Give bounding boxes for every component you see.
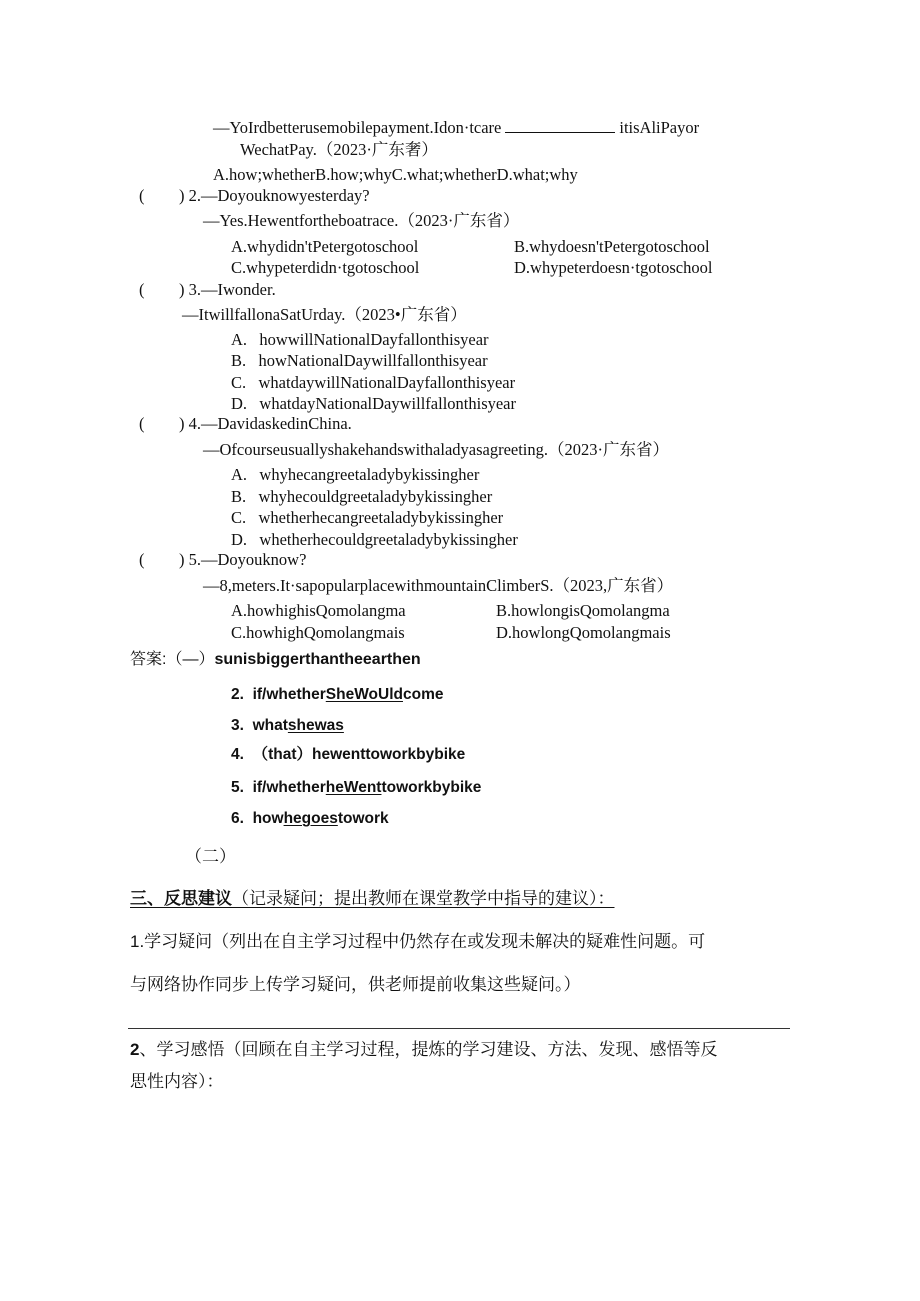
q4-option-a: A. whyhecangreetaladybykissingher	[231, 465, 480, 484]
q2-option-d: D.whypeterdoesn·tgotoschool	[514, 258, 713, 277]
section-divider	[128, 1028, 790, 1029]
q5-option-d: D.howlongQomolangmais	[496, 623, 671, 642]
answers-line1: 答案:（—）sunisbiggerthantheearthen	[130, 651, 421, 668]
q2-reply: —Yes.Hewentfortheboatrace.（2023·广东省）	[203, 211, 520, 230]
reflection-item2-line1: 2、学习感悟（回顾在自主学习过程，提炼的学习建设、方法、发现、感悟等反	[130, 1040, 718, 1059]
q4-reply: —Ofcourseusuallyshakehandswithaladyasagreeting.（2023·广东省）	[203, 440, 670, 459]
q2-option-b: B.whydoesn'tPetergotoschool	[514, 237, 710, 256]
q4-option-d: D. whetherhecouldgreetaladybykissingher	[231, 530, 518, 549]
q5-option-a: A.howhighisQomolangma	[231, 601, 406, 620]
q5-option-b: B.howlongisQomolangma	[496, 601, 670, 620]
answer-4: 4. （that）hewenttoworkbybike	[231, 746, 466, 763]
q4-option-b: B. whyhecouldgreetaladybykissingher	[231, 487, 493, 506]
q5-stem: ( ) 5.—Doyouknow?	[139, 550, 307, 569]
q5-reply: —8,meters.It·sapopularplacewithmountainClimberS.（2023,广东省）	[203, 576, 674, 595]
answer-5: 5. if/whetherheWenttoworkbybike	[231, 779, 482, 796]
answers-part-2: （二）	[185, 847, 236, 866]
reflection-item1-line1: 1.学习疑问（列出在自主学习过程中仍然存在或发现未解决的疑难性问题。可	[130, 932, 706, 951]
q3-option-d: D. whatdayNationalDaywillfallonthisyear	[231, 394, 517, 413]
q2-option-a: A.whydidn'tPetergotoschool	[231, 237, 419, 256]
q3-reply: —ItwillfallonaSatUrday.（2023•广东省）	[182, 305, 467, 324]
q3-option-b: B. howNationalDaywillfallonthisyear	[231, 351, 488, 370]
q3-option-a: A. howwillNationalDayfallonthisyear	[231, 330, 489, 349]
q1-line1: —YoIrdbetterusemobilepayment.Idon·tcare itisAliPayor	[213, 118, 700, 137]
q4-option-c: C. whetherhecangreetaladybykissingher	[231, 508, 504, 527]
q1-line2: WechatPay.（2023·广东奢）	[240, 140, 438, 159]
answer-2: 2. if/whetherSheWoUldcome	[231, 686, 444, 703]
answer-blank	[505, 120, 615, 133]
q2-stem: ( ) 2.—Doyouknowyesterday?	[139, 186, 370, 205]
reflection-item1-line2: 与网络协作同步上传学习疑问，供老师提前收集这些疑问。）	[130, 975, 581, 994]
q5-option-c: C.howhighQomolangmais	[231, 623, 405, 642]
q4-stem: ( ) 4.—DavidaskedinChina.	[139, 414, 352, 433]
reflection-heading: 三、反思建议（记录疑问；提出教师在课堂教学中指导的建议）：	[130, 889, 615, 908]
answer-6: 6. howhegoestowork	[231, 810, 389, 827]
q3-option-c: C. whatdaywillNationalDayfallonthisyear	[231, 373, 516, 392]
answer-3: 3. whatshewas	[231, 717, 344, 734]
reflection-item2-line2: 思性内容）：	[130, 1072, 224, 1091]
q3-stem: ( ) 3.—Iwonder.	[139, 280, 276, 299]
q2-option-c: C.whypeterdidn·tgotoschool	[231, 258, 420, 277]
q1-options: A.how;whetherB.how;whyC.what;whetherD.what;why	[213, 165, 578, 184]
